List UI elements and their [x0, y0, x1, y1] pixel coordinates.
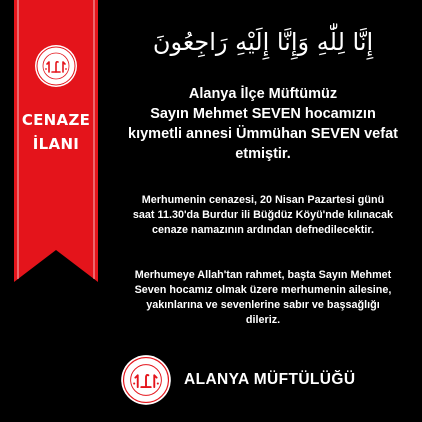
paragraph-line: yakınlarına ve sevenlerine sabır ve başsağlığı	[146, 299, 380, 311]
paragraph-line: Merhumeye Allah'tan rahmet, başta Sayın Mehmet	[134, 269, 392, 281]
paragraph-line: dileriz.	[245, 314, 281, 326]
diyanet-emblem-icon	[34, 44, 78, 88]
organization-name: ALANYA MÜFTÜLÜĞÜ	[184, 371, 356, 388]
ribbon-title-line1: CENAZE	[21, 111, 91, 129]
heading-line: kıymetli annesi Ümmühan SEVEN vefat	[128, 126, 398, 142]
funeral-info-paragraph	[104, 193, 422, 238]
paragraph-line: Seven hocamız olmak üzere merhumenin ailesine,	[134, 284, 392, 296]
heading-line: Alanya İlçe Müftümüz	[188, 86, 338, 102]
paragraph-line: Merhumenin cenazesi, 20 Nisan Pazartesi günü	[141, 194, 385, 206]
arabic-verse: إِنَّا لِلّٰهِ وَإِنَّا إِلَيْهِ رَاجِعُونَ	[152, 28, 374, 56]
announcement-heading	[104, 84, 422, 164]
paragraph-line: cenaze namazının ardından defnedilecektir.	[151, 224, 374, 236]
condolence-paragraph	[104, 268, 422, 328]
heading-line: Sayın Mehmet SEVEN hocamızın	[150, 106, 376, 122]
diyanet-emblem-icon	[120, 354, 172, 406]
paragraph-line: saat 11.30'da Burdur ili Büğdüz Köyü'nde kılınacak	[132, 209, 394, 221]
heading-line: etmiştir.	[235, 146, 291, 162]
ribbon-title-line2: İLANI	[32, 135, 80, 153]
